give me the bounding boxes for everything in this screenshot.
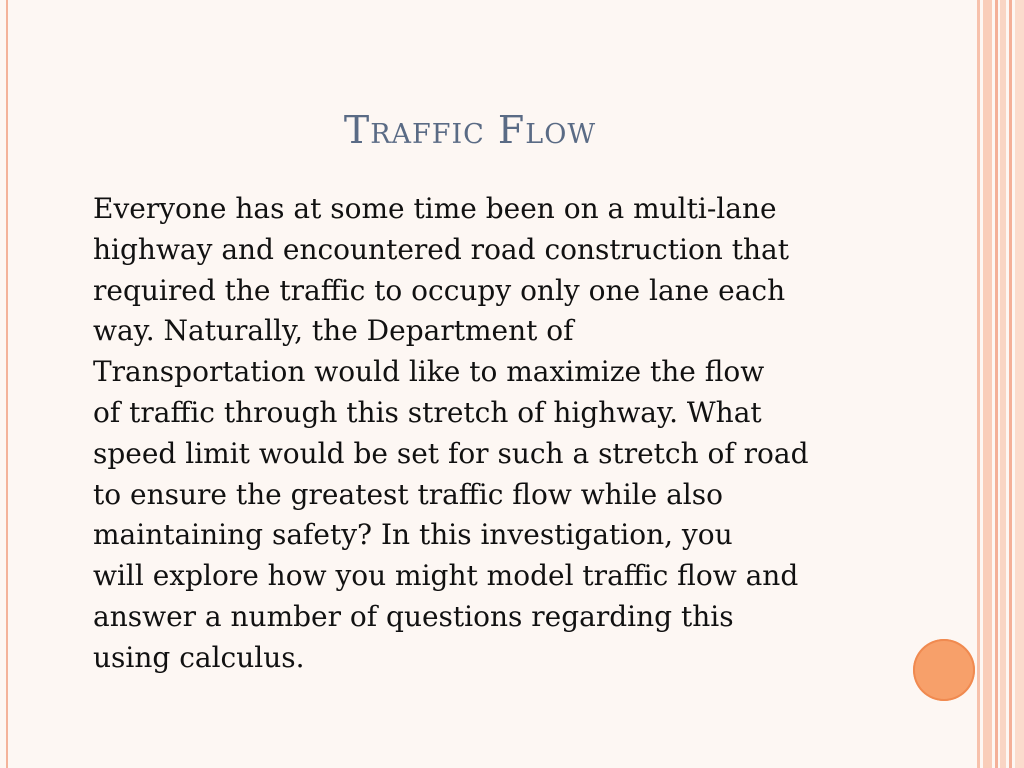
body-line: maintaining safety? In this investigation, you: [93, 518, 733, 552]
orange-circle-decoration: [913, 639, 975, 701]
body-line: way. Naturally, the Department of: [93, 314, 574, 348]
right-decorative-stripe: [983, 0, 992, 768]
right-decorative-stripe: [977, 0, 980, 768]
body-line: highway and encountered road construction that: [93, 232, 789, 266]
body-line: Transportation would like to maximize the flow: [93, 355, 765, 389]
body-line: to ensure the greatest traffic flow while also: [93, 477, 723, 511]
slide-title: Traffic Flow: [343, 108, 597, 152]
right-decorative-stripe: [1000, 0, 1006, 768]
right-decorative-stripe: [995, 0, 998, 768]
right-decorative-stripe: [1015, 0, 1024, 768]
right-decorative-stripe: [1009, 0, 1012, 768]
body-line: Everyone has at some time been on a multi-lane: [93, 192, 777, 225]
slide-body: [93, 189, 893, 679]
body-line: speed limit would be set for such a stretch of road: [93, 436, 809, 470]
body-line: answer a number of questions regarding this: [93, 599, 734, 633]
body-line: required the traffic to occupy only one lane each: [93, 273, 786, 307]
body-line: using calculus.: [93, 640, 305, 674]
body-line: of traffic through this stretch of highway. What: [93, 395, 762, 429]
body-line: will explore how you might model traffic flow and: [93, 559, 799, 593]
